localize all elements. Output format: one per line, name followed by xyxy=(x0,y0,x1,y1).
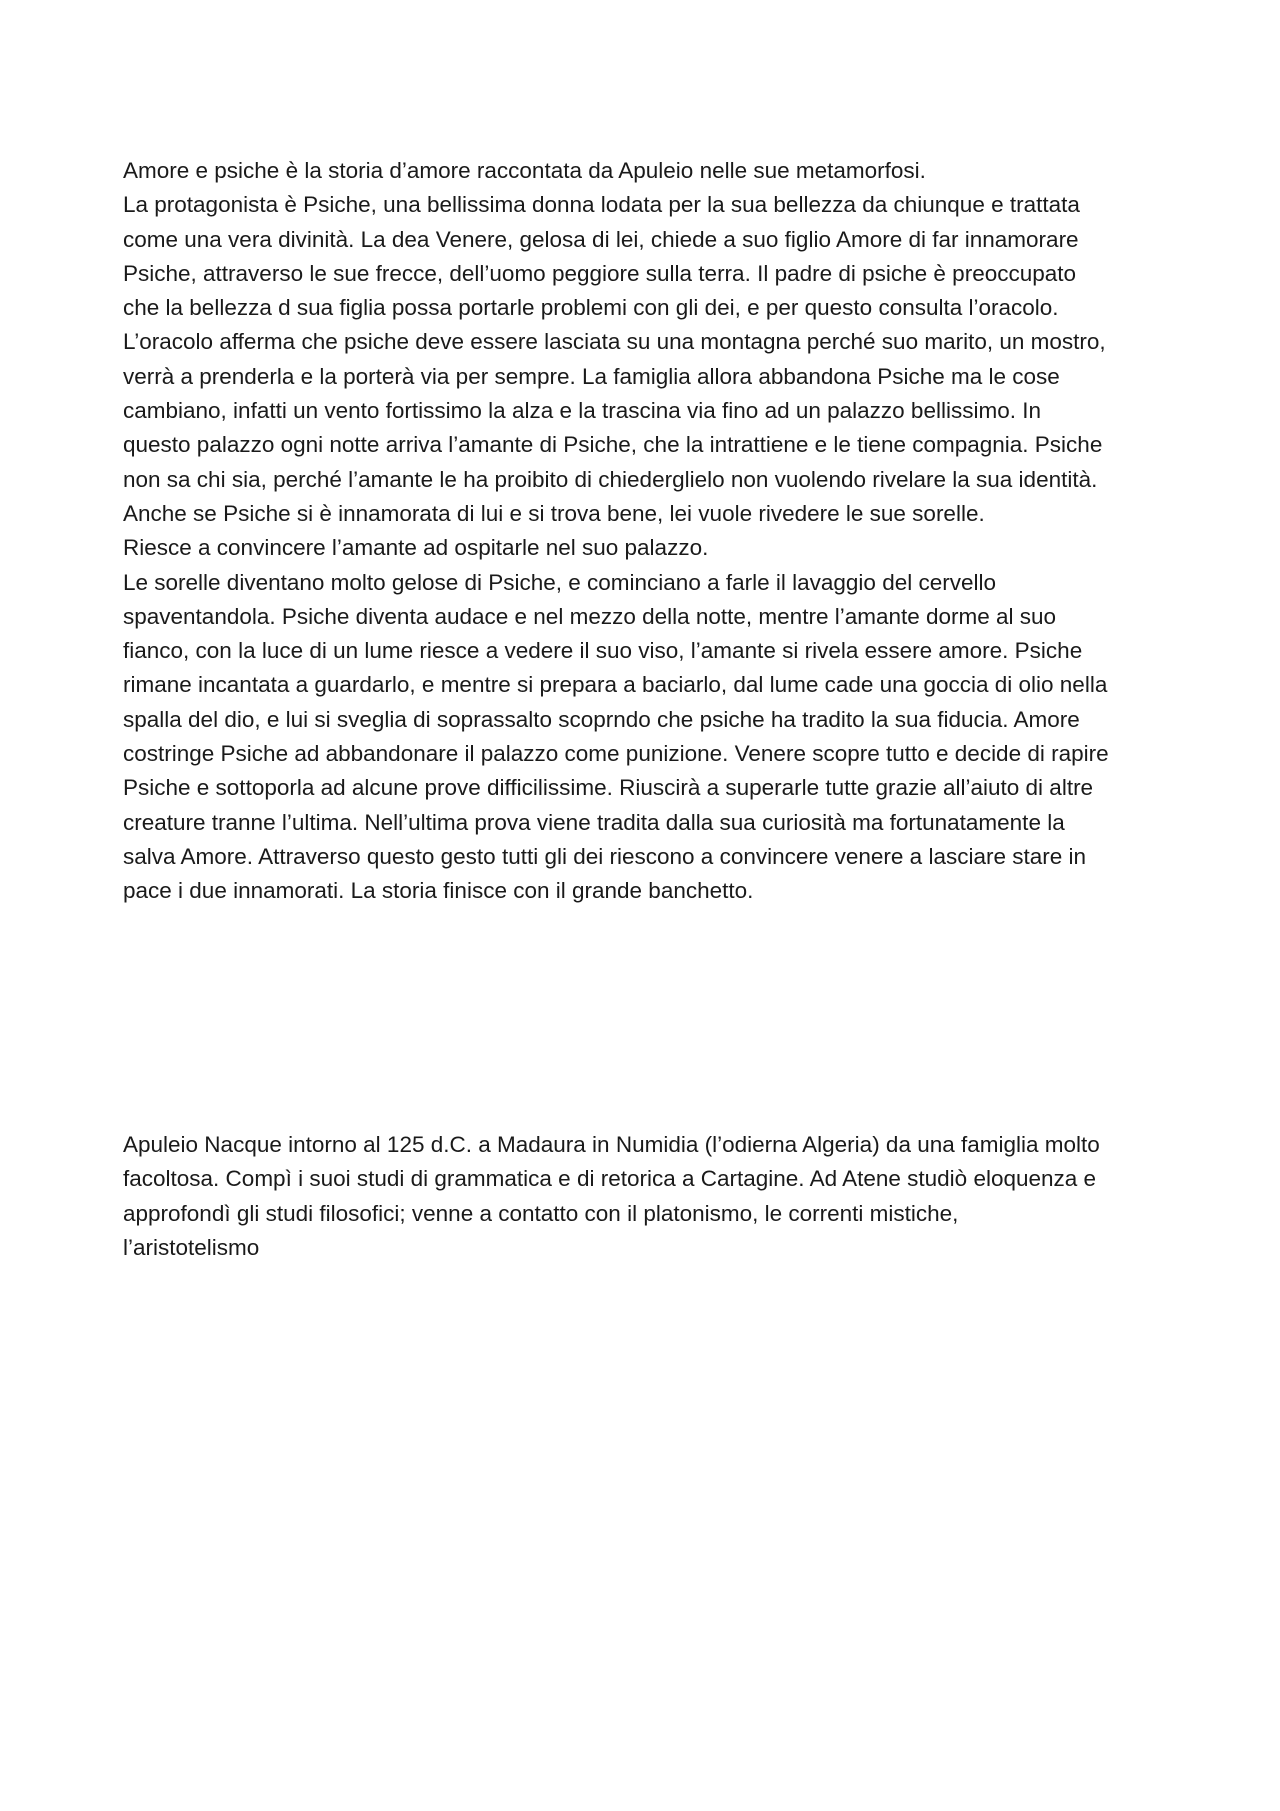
story-paragraph xyxy=(123,154,1183,909)
text-line: La protagonista è Psiche, una bellissima donna lodata per la sua bellezza da chiunque e trattata xyxy=(123,192,1080,218)
text-line: Le sorelle diventano molto gelose di Psiche, e cominciano a farle il lavaggio del cervello xyxy=(123,569,996,595)
text-line: creature tranne l’ultima. Nell’ultima prova viene tradita dalla sua curiosità ma fortunatamente la xyxy=(123,809,1065,835)
text-line: pace i due innamorati. La storia finisce con il grande banchetto. xyxy=(123,878,754,904)
text-line: l’aristotelismo xyxy=(123,1234,260,1260)
text-line: che la bellezza d sua figlia possa portarle problemi con gli dei, e per questo consulta l’oracolo. xyxy=(123,295,1059,321)
text-line: Apuleio Nacque intorno al 125 d.C. a Madaura in Numidia (l’odierna Algeria) da una famiglia molto xyxy=(123,1132,1100,1157)
text-line: fianco, con la luce di un lume riesce a vedere il suo viso, l’amante si rivela essere amore. Psiche xyxy=(123,638,1083,664)
text-line: costringe Psiche ad abbandonare il palazzo come punizione. Venere scopre tutto e decide di rapire xyxy=(123,741,1109,767)
text-line: L’oracolo afferma che psiche deve essere lasciata su una montagna perché suo marito, un mostro, xyxy=(123,329,1106,355)
text-line: spalla del dio, e lui si sveglia di soprassalto scoprndo che psiche ha tradito la sua fiducia. Amore xyxy=(123,706,1080,732)
text-line: salva Amore. Attraverso questo gesto tutti gli dei riescono a convincere venere a lasciare stare in xyxy=(123,843,1087,869)
text-line: spaventandola. Psiche diventa audace e nel mezzo della notte, mentre l’amante dorme al suo xyxy=(123,603,1057,629)
text-line: come una vera divinità. La dea Venere, gelosa di lei, chiede a suo figlio Amore di far innamorare xyxy=(123,226,1079,252)
text-line: Amore e psiche è la storia d’amore raccontata da Apuleio nelle sue metamorfosi. xyxy=(123,158,926,183)
text-line: verrà a prenderla e la porterà via per sempre. La famiglia allora abbandona Psiche ma le cose xyxy=(123,363,1060,389)
text-line: questo palazzo ogni notte arriva l’amante di Psiche, che la intrattiene e le tiene compagnia. Psiche xyxy=(123,432,1103,458)
text-line: cambiano, infatti un vento fortissimo la alza e la trascina via fino ad un palazzo bellissimo. In xyxy=(123,398,1041,424)
text-line: approfondì gli studi filosofici; venne a contatto con il platonismo, le correnti mistiche, xyxy=(123,1200,959,1226)
text-line: Psiche e sottoporla ad alcune prove difficilissime. Riuscirà a superarle tutte grazie all’aiuto di altre xyxy=(123,775,1094,801)
text-line: Anche se Psiche si è innamorata di lui e si trova bene, lei vuole rivedere le sue sorelle. xyxy=(123,500,985,526)
text-line: non sa chi sia, perché l’amante le ha proibito di chiederglielo non vuolendo rivelare la sua identità. xyxy=(123,466,1098,492)
text-line: Psiche, attraverso le sue frecce, dell’uomo peggiore sulla terra. Il padre di psiche è preoccupato xyxy=(123,260,1077,286)
text-line: rimane incantata a guardarlo, e mentre si prepara a baciarlo, dal lume cade una goccia di olio nella xyxy=(123,672,1108,698)
text-line: facoltosa. Compì i suoi studi di grammatica e di retorica a Cartagine. Ad Atene studiò eloquenza e xyxy=(123,1166,1097,1192)
text-line: Riesce a convincere l’amante ad ospitarle nel suo palazzo. xyxy=(123,535,709,561)
biography-paragraph xyxy=(123,1128,1183,1265)
